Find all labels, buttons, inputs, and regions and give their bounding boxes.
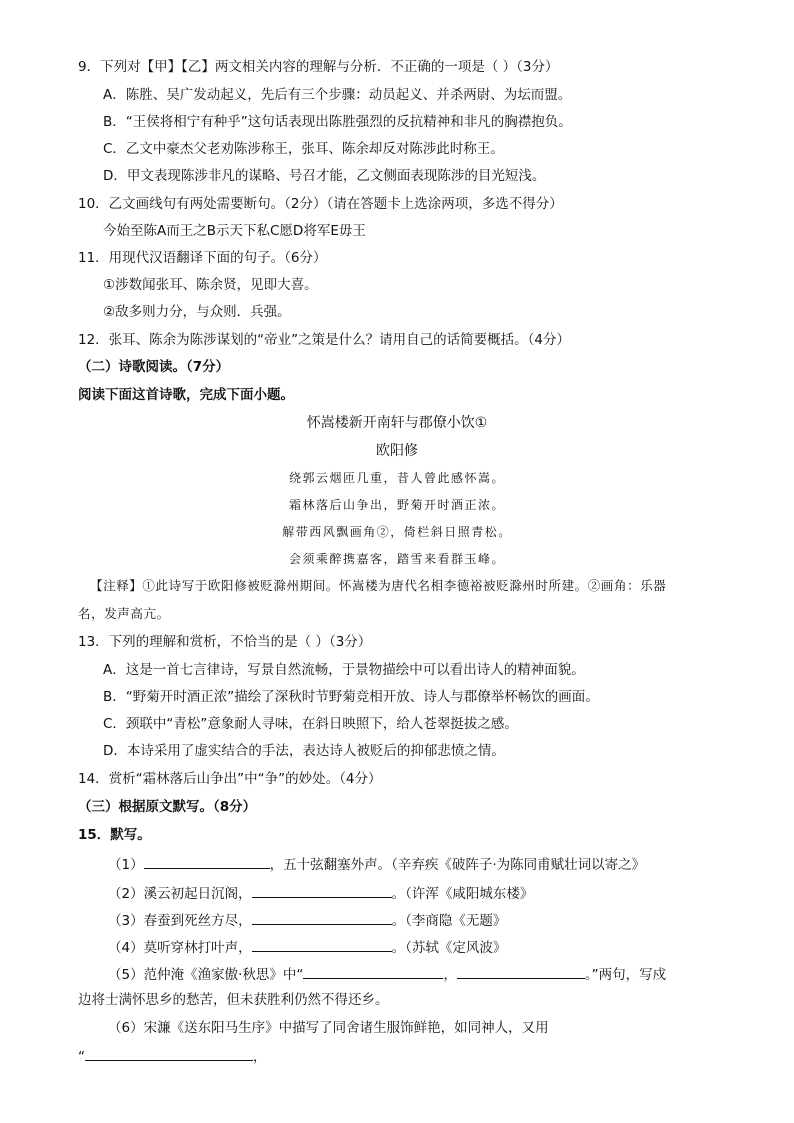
q15-item-1-number: （1） [108, 857, 144, 873]
q15-item-6-blank[interactable] [85, 1046, 253, 1061]
q9-option-d: D．甲文表现陈涉非凡的谋略、号召才能，乙文侧面表现陈涉的目光短浅。 [103, 168, 546, 184]
poem-author: 欧阳修 [376, 443, 418, 459]
q15-item-2 [108, 883, 533, 903]
q15-item-5-comma: ， [443, 967, 457, 983]
q15-item-1-text: ，五十弦翻塞外声。（辛弃疾《破阵子·为陈同甫赋壮词以寄之》 [269, 857, 646, 873]
q15-item-3-blank[interactable] [252, 910, 392, 925]
q15-item-3 [108, 910, 506, 930]
q13-option-c: C．颈联中“青松”意象耐人寻味，在斜日映照下，给人苍翠挺拔之感。 [103, 716, 518, 732]
q15-item-6: （6）宋濂《送东阳马生序》中描写了同舍诸生服饰鲜艳，如同神人，又用 [108, 1020, 549, 1036]
q15-item-6-open-quote: “ [78, 1049, 85, 1065]
q15-item-4-source: 。（苏轼《定风波》 [391, 940, 507, 956]
q11-sentence-2: ②敌多则力分，与众则．兵强。 [103, 304, 291, 320]
q15-item-5-blank-2[interactable] [457, 964, 585, 979]
q13-option-b: B．“野菊开时酒正浓”描绘了深秋时节野菊竞相开放、诗人与郡僚举杯畅饮的画面。 [103, 689, 599, 705]
q15-item-4-number: （4） [108, 940, 144, 956]
section-2-heading: （二）诗歌阅读。（7分） [78, 359, 230, 375]
q14-stem: 14．赏析“霜林落后山争出”中“争”的妙处。（4分） [78, 771, 382, 787]
q10-sentence: 今始至陈A而王之B示天下私C愿D将军E毋王 [103, 223, 366, 239]
q15-item-6-comma: ， [253, 1049, 267, 1065]
poem-line-2: 霜林落后山争出，野菊开时酒正浓。 [288, 498, 505, 512]
q13-option-d: D．本诗采用了虚实结合的手法，表达诗人被贬后的抑郁悲愤之情。 [103, 743, 505, 759]
q15-item-4-blank[interactable] [252, 937, 392, 952]
q15-stem: 15．默写。 [78, 827, 151, 843]
q15-item-5-line-2: 边将士满怀思乡的愁苦，但未获胜利仍然不得还乡。 [78, 992, 389, 1008]
poem-title: 怀嵩楼新开南轩与郡僚小饮① [306, 415, 488, 431]
q9-option-b: B．“王侯将相宁有种乎”这句话表现出陈胜强烈的反抗精神和非凡的胸襟抱负。 [103, 114, 572, 130]
q9-option-a: A．陈胜、吴广发动起义，先后有三个步骤：动员起义、并杀两尉、为坛而盟。 [103, 87, 572, 103]
section-2-instruction: 阅读下面这首诗歌，完成下面小题。 [78, 387, 294, 403]
q15-item-1-blank[interactable] [144, 854, 270, 869]
q15-item-3-prefix: 春蚕到死丝方尽， [143, 913, 252, 929]
q9-option-c: C．乙文中豪杰父老劝陈涉称王，张耳、陈余却反对陈涉此时称王。 [103, 141, 504, 157]
q15-item-2-number: （2） [108, 886, 144, 902]
q15-item-5-prefix: （5）范仲淹《渔家傲·秋思》中“ [108, 967, 304, 983]
q15-item-2-prefix: 溪云初起日沉阁， [143, 886, 252, 902]
q15-item-5-blank-1[interactable] [303, 964, 443, 979]
q9-stem: 9．下列对【甲】【乙】两文相关内容的理解与分析．不正确的一项是（ ）（3分） [78, 59, 559, 75]
poem-line-4: 会须乘醉携嘉客，踏雪来看群玉峰。 [288, 552, 505, 566]
q15-item-2-blank[interactable] [252, 883, 392, 898]
q15-item-3-number: （3） [108, 913, 144, 929]
q15-item-1 [108, 854, 645, 874]
poem-note-line-1: 【注释】①此诗写于欧阳修被贬滁州期间。怀嵩楼为唐代名相李德裕被贬滁州时所建。②画角：乐器 [90, 578, 667, 593]
q15-item-5 [108, 964, 666, 984]
section-3-heading: （三）根据原文默写。（8分） [78, 799, 257, 815]
q13-stem: 13．下列的理解和赏析，不恰当的是（ ）（3分） [78, 634, 372, 650]
poem-line-1: 绕郭云烟匝几重，昔人曾此感怀嵩。 [288, 471, 505, 485]
q15-item-3-source: 。（李商隐《无题》 [391, 913, 507, 929]
poem-note-line-2: 名，发声高亢。 [78, 606, 170, 621]
q15-item-4 [108, 937, 506, 957]
q11-sentence-1: ①涉数闻张耳、陈余贤，见即大喜。 [103, 277, 318, 293]
q10-stem: 10．乙文画线句有两处需要断句。（2分）（请在答题卡上选涂两项，多选不得分） [78, 196, 563, 212]
q15-item-4-prefix: 莫听穿林打叶声， [143, 940, 252, 956]
q15-item-6-line-2 [78, 1046, 267, 1066]
q12-stem: 12．张耳、陈余为陈涉谋划的“帝业”之策是什么？请用自己的话简要概括。（4分） [78, 332, 571, 348]
q11-stem: 11．用现代汉语翻译下面的句子。（6分） [78, 250, 327, 266]
q15-item-2-source: 。（许浑《咸阳城东楼》 [391, 886, 534, 902]
q15-item-5-suffix: 。”两句，写戍 [584, 967, 667, 983]
q13-option-a: A．这是一首七言律诗，写景自然流畅，于景物描绘中可以看出诗人的精神面貌。 [103, 662, 585, 678]
poem-line-3: 解带西风飘画角②，倚栏斜日照青松。 [282, 525, 512, 539]
